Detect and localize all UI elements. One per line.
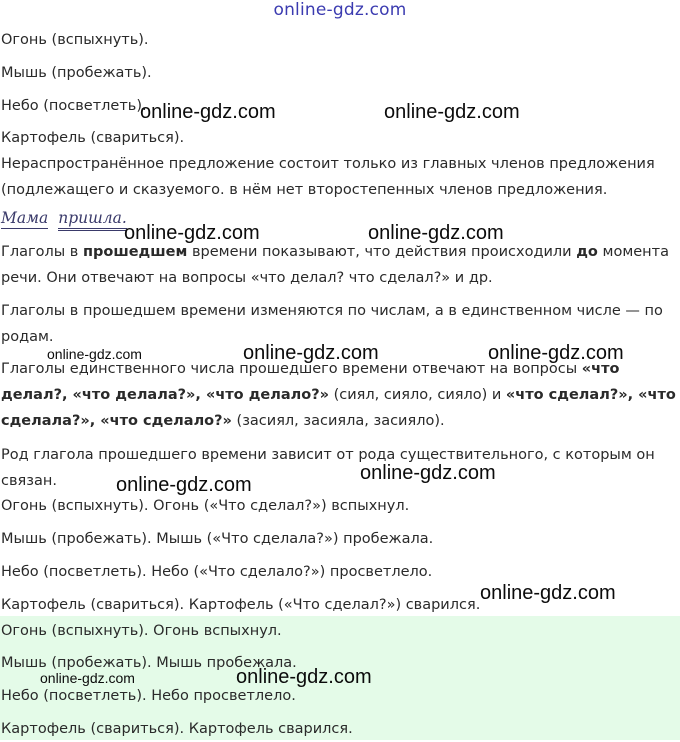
rule-text: Глаголы единственного числа прошедшего времени отвечают на вопросы bbox=[1, 361, 582, 377]
rule-text: Глаголы в bbox=[1, 244, 83, 260]
sentence-scheme bbox=[1, 209, 127, 227]
site-watermark: online-gdz.com bbox=[273, 0, 407, 20]
watermark: online-gdz.com bbox=[488, 342, 624, 364]
watermark: online-gdz.com bbox=[480, 582, 616, 604]
rule-text: момента речи. Они отвечают на вопросы «что делал? что сделал?» и др. bbox=[1, 244, 669, 286]
definition-text: Нераспространённое предложение состоит только из главных членов предложения (подлежащего и сказуемого. в нём нет второстепенных членов предложения. bbox=[1, 156, 655, 198]
rule-bold: «что делал?, «что делала?», «что делало?» bbox=[1, 361, 620, 403]
rule-bold: прошедшем bbox=[82, 244, 188, 260]
rule-text: времени показывают, что действия происходили bbox=[187, 244, 577, 260]
analysis-line: Небо (посветлеть). Небо («Что сделало?») просветлело. bbox=[1, 564, 433, 580]
answer-line: Мышь (пробежать). Мышь пробежала. bbox=[1, 655, 297, 671]
watermark: online-gdz.com bbox=[116, 474, 252, 496]
rule-paragraph-3 bbox=[1, 356, 676, 434]
task-line: Небо (посветлеть). bbox=[1, 98, 147, 114]
rule-paragraph-2: Глаголы в прошедшем времени изменяются по числам, а в единственном числе — по родам. bbox=[1, 303, 663, 345]
watermark: online-gdz.com bbox=[140, 101, 276, 123]
watermark: online-gdz.com bbox=[360, 462, 496, 484]
scheme-predicate: пришла. bbox=[58, 209, 127, 231]
analysis-line: Картофель (свариться). Картофель («Что сделал?») сварился. bbox=[1, 597, 481, 613]
analysis-line: Огонь (вспыхнуть). Огонь («Что сделал?») вспыхнул. bbox=[1, 498, 410, 514]
watermark: online-gdz.com bbox=[243, 342, 379, 364]
scheme-subject: Мама bbox=[1, 209, 49, 227]
rule-text: (засиял, засияла, засияло). bbox=[231, 413, 445, 429]
answer-line: Огонь (вспыхнуть). Огонь вспыхнул. bbox=[1, 623, 282, 639]
watermark: online-gdz.com bbox=[40, 670, 135, 686]
rule-text: (сиял, сияло, сияло) и bbox=[329, 387, 506, 403]
task-line: Огонь (вспыхнуть). bbox=[1, 32, 149, 48]
task-line: Мышь (пробежать). bbox=[1, 65, 152, 81]
answer-line: Картофель (свариться). Картофель сварился. bbox=[1, 721, 353, 737]
watermark: online-gdz.com bbox=[368, 222, 504, 244]
rule-paragraph-4: Род глагола прошедшего времени зависит от рода существительного, с которым он связан. bbox=[1, 447, 655, 489]
task-line: Картофель (свариться). bbox=[1, 130, 185, 146]
watermark: online-gdz.com bbox=[236, 666, 372, 688]
rule-bold: «что сделал?», «что сделала?», «что сделало?» bbox=[1, 387, 676, 429]
rule-bold: до bbox=[576, 244, 598, 260]
watermark: online-gdz.com bbox=[124, 222, 260, 244]
answer-line: Небо (посветлеть). Небо просветлело. bbox=[1, 688, 296, 704]
watermark: online-gdz.com bbox=[47, 346, 142, 362]
analysis-line: Мышь (пробежать). Мышь («Что сделала?») пробежала. bbox=[1, 531, 434, 547]
rule-paragraph-1 bbox=[1, 239, 676, 291]
watermark: online-gdz.com bbox=[384, 101, 520, 123]
